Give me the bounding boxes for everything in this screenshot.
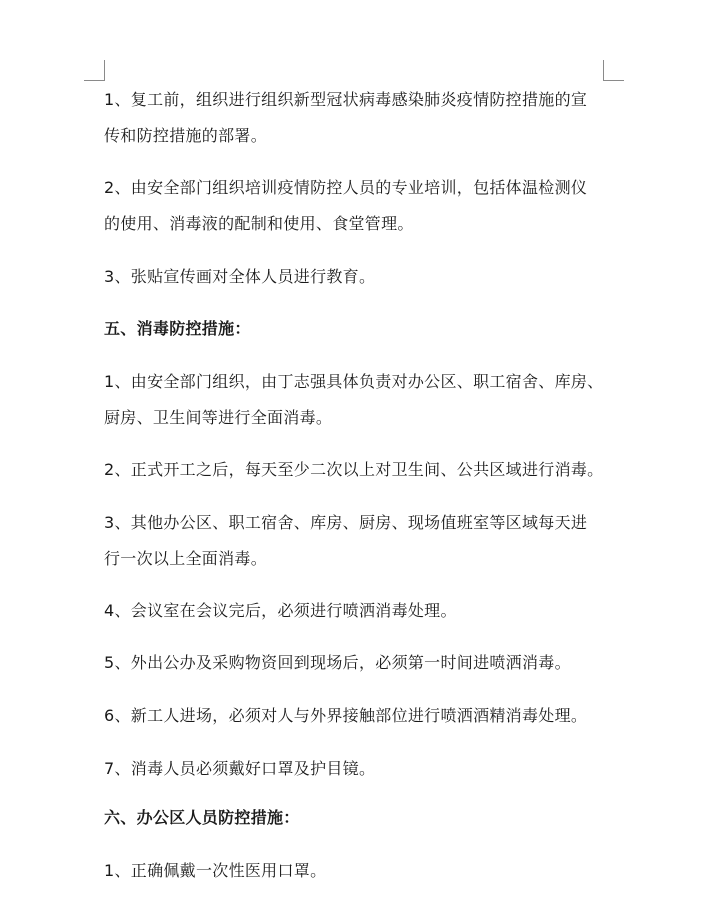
paragraph-line: 厨房、卫生间等进行全面消毒。: [104, 408, 333, 427]
paragraph: [104, 259, 604, 295]
paragraph-line: 2、正式开工之后，每天至少二次以上对卫生间、公共区域进行消毒。: [104, 460, 604, 479]
paragraph-line: 1、由安全部门组织，由丁志强具体负责对办公区、职工宿舍、库房、: [104, 372, 604, 391]
page-corner-mark-left: [84, 60, 105, 81]
paragraph-line: 行一次以上全面消毒。: [104, 549, 268, 568]
paragraph-line: 2、由安全部门组织培训疫情防控人员的专业培训，包括体温检测仪: [104, 178, 588, 197]
page-corner-mark-right: [603, 60, 624, 81]
paragraph: [104, 698, 604, 734]
paragraph-line: 的使用、消毒液的配制和使用、食堂管理。: [104, 214, 414, 233]
paragraph: [104, 645, 604, 681]
paragraph-line: 传和防控措施的部署。: [104, 126, 268, 145]
paragraph: [104, 82, 604, 154]
paragraph-line: 7、消毒人员必须戴好口罩及护目镜。: [104, 759, 376, 778]
section-heading: 五、消毒防控措施：: [104, 319, 251, 338]
paragraph: [104, 364, 604, 436]
paragraph-line: 1、正确佩戴一次性医用口罩。: [104, 861, 327, 880]
paragraph: [104, 452, 604, 488]
paragraph-line: 5、外出公办及采购物资回到现场后，必须第一时间进喷洒消毒。: [104, 653, 571, 672]
paragraph: [104, 751, 604, 787]
section-heading: 六、办公区人员防控措施：: [104, 808, 300, 827]
paragraph-line: 3、张贴宣传画对全体人员进行教育。: [104, 267, 376, 286]
paragraph-line: 3、其他办公区、职工宿舍、库房、厨房、现场值班室等区域每天进: [104, 513, 588, 532]
paragraph: [104, 170, 604, 242]
paragraph: [104, 505, 604, 577]
paragraph-line: 6、新工人进场，必须对人与外界接触部位进行喷洒酒精消毒处理。: [104, 706, 588, 725]
paragraph: [104, 593, 604, 629]
paragraph-line: 4、会议室在会议完后，必须进行喷洒消毒处理。: [104, 601, 457, 620]
paragraph: [104, 853, 604, 889]
paragraph-line: 1、复工前，组织进行组织新型冠状病毒感染肺炎疫情防控措施的宣: [104, 90, 588, 109]
